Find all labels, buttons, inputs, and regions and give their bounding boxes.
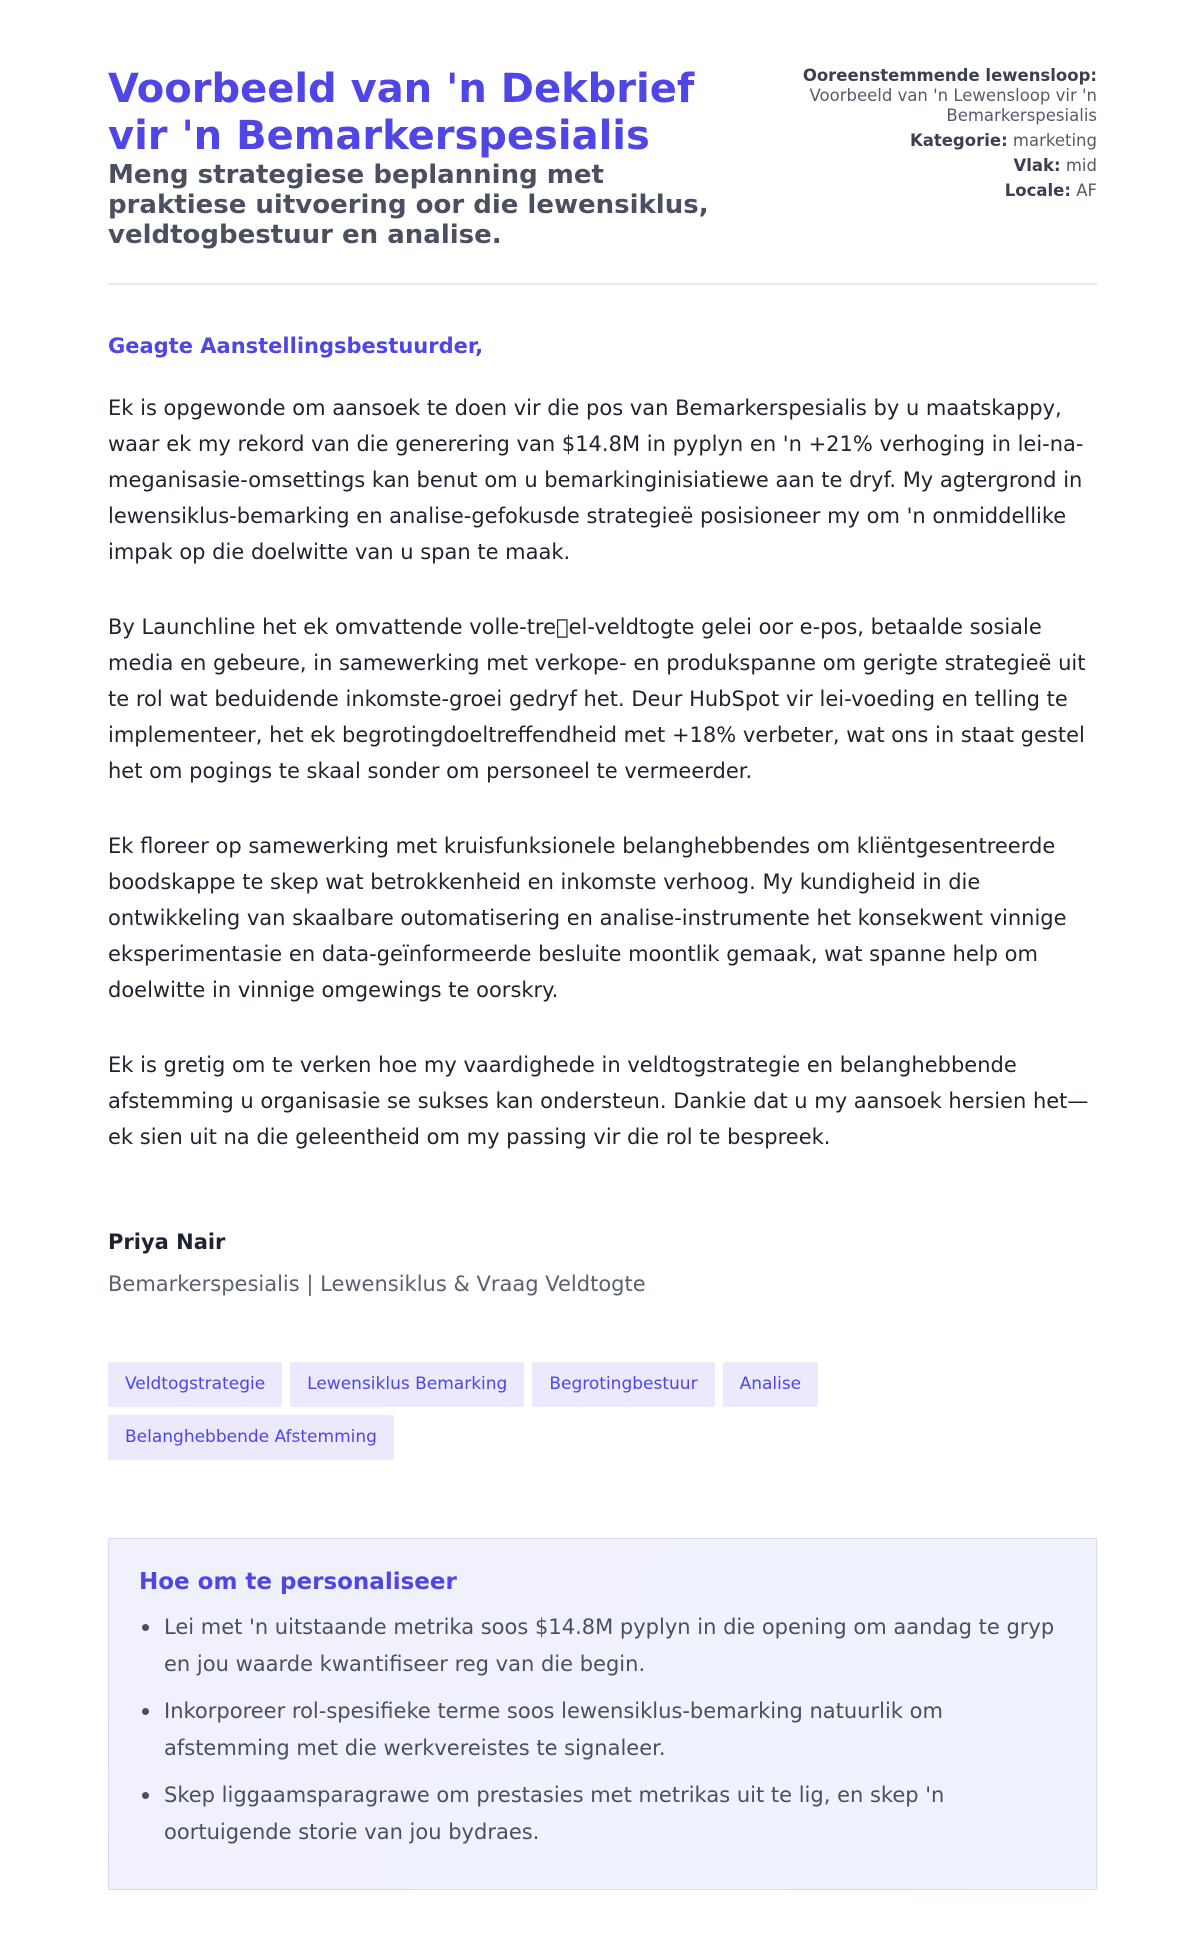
meta-category-value: marketing (1012, 131, 1097, 150)
personalize-tips-box (108, 1538, 1097, 1890)
tip-item (139, 1777, 1068, 1851)
page-subtitle: Meng strategiese beplanning met praktiese uitvoering oor die lewensiklus, veldtogbestuur en analise. (108, 160, 709, 250)
meta-level-value: mid (1065, 156, 1097, 175)
skill-tag: Lewensiklus Bemarking (290, 1362, 524, 1407)
letter-paragraph: By Launchline het ek omvattende volle-tre el-veldtogte gelei oor e-pos, betaalde sosiale media en gebeure, in samewerking met verkope- en produkspanne om gerigte strategieë uit te rol wat beduidende inkomste-groei gedryf het. Deur HubSpot vir lei-voeding en telling te implementeer, het ek begrotingdoeltreffendheid met +18% verbeter, wat ons in staat gestel het om pogings te skaal sonder om personeel te vermeerder. (108, 615, 1086, 783)
meta-category (757, 131, 1097, 151)
meta-level-label: Vlak: (1013, 156, 1061, 175)
skill-tag: Belanghebbende Afstemming (108, 1415, 394, 1460)
tip-item (139, 1609, 1068, 1683)
bullet-icon (142, 1708, 149, 1715)
letter-paragraph: Ek floreer op samewerking met kruisfunksionele belanghebbendes om kliëntgesentreerde boodskappe te skep wat betrokkenheid en inkomste verhoog. My kundigheid in die ontwikkeling van skaalbare outomatisering en analise-instrumente het konsekwent vinnige eksperimentasie en data-geïnformeerde besluite moontlik gemaak, wat spanne help om doelwitte in vinnige omgewings te oorskry. (108, 834, 1067, 1002)
tip-text: Inkorporeer rol-spesifieke terme soos lewensiklus-bemarking natuurlik om afstemming met die werkvereistes te signaleer. (164, 1699, 943, 1760)
skill-tag: Analise (723, 1362, 819, 1407)
meta-level (757, 156, 1097, 176)
signature-role: Bemarkerspesialis | Lewensiklus & Vraag Veldtogte (108, 1272, 646, 1296)
letter-paragraph: Ek is gretig om te verken hoe my vaardighede in veldtogstrategie en belanghebbende afstemming u organisasie se sukses kan ondersteun. Dankie dat u my aansoek hersien het—ek sien uit na die geleentheid om my passing vir die rol te bespreek. (108, 1053, 1089, 1149)
tips-title: Hoe om te personaliseer (139, 1569, 457, 1595)
meta-locale (757, 181, 1097, 201)
bullet-icon (142, 1792, 149, 1799)
page-header (108, 0, 1097, 285)
matching-resume (757, 66, 1097, 126)
tip-text: Skep liggaamsparagrawe om prestasies met metrikas uit te lig, en skep 'n oortuigende storie van jou bydraes. (164, 1783, 945, 1844)
bullet-icon (142, 1624, 149, 1631)
letter-greeting: Geagte Aanstellingsbestuurder, (108, 334, 484, 358)
signature-name: Priya Nair (108, 1230, 226, 1254)
meta-panel (757, 66, 1097, 206)
matching-resume-link[interactable]: Voorbeeld van 'n Lewensloop vir 'n Bemarkerspesialis (809, 86, 1097, 125)
letter-body (108, 390, 1097, 1194)
tip-text: Lei met 'n uitstaande metrika soos $14.8M pyplyn in die opening om aandag te gryp en jou waarde kwantifiseer reg van die begin. (164, 1615, 1055, 1676)
meta-locale-label: Locale: (1004, 181, 1071, 200)
skill-tags (108, 1362, 1097, 1468)
tips-list (139, 1609, 1068, 1851)
cover-letter-page (108, 0, 1097, 1844)
matching-resume-label: Ooreenstemmende lewensloop: (802, 66, 1097, 85)
skill-tag: Begrotingbestuur (532, 1362, 714, 1407)
tip-item (139, 1693, 1068, 1767)
letter-paragraph: Ek is opgewonde om aansoek te doen vir die pos van Bemarkerspesialis by u maatskappy, waar ek my rekord van die generering van $14.8M in pyplyn en 'n +21% verhoging in lei-na-meganisasie-omsettings kan benut om u bemarkinginisiatiewe aan te dryf. My agtergrond in lewensiklus-bemarking en analise-gefokusde strategieë posisioneer my om 'n onmiddellike impak op die doelwitte van u span te maak. (108, 396, 1084, 564)
meta-category-label: Kategorie: (909, 131, 1008, 150)
page-title: Voorbeeld van 'n Dekbrief vir 'n Bemarkerspesialis (108, 66, 695, 159)
skill-tag: Veldtogstrategie (108, 1362, 282, 1407)
meta-locale-value: AF (1076, 181, 1097, 200)
